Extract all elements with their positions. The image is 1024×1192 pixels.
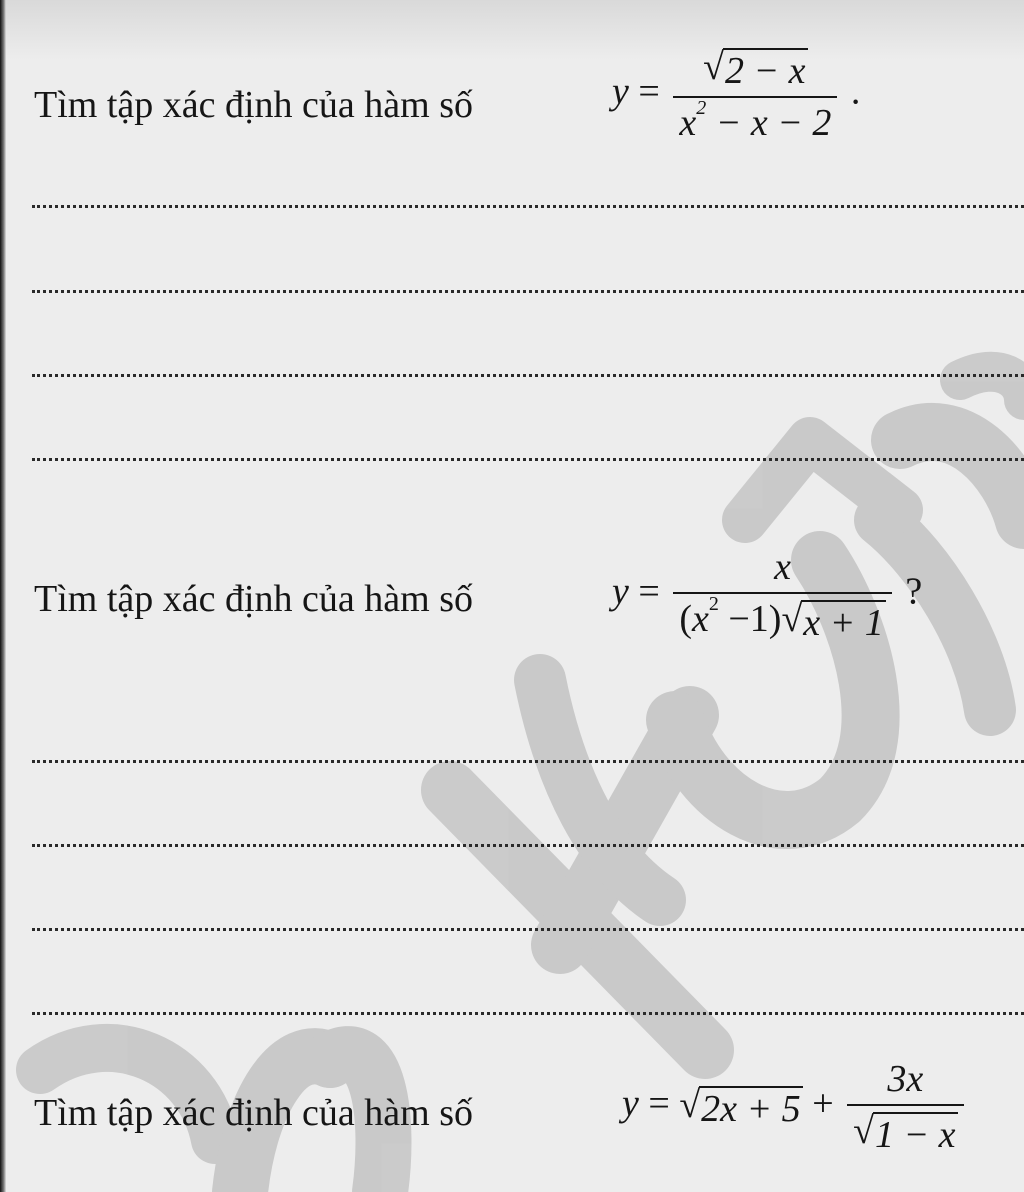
formula-question-mark: ?	[905, 570, 923, 613]
top-shadow	[0, 0, 1024, 60]
radicand: 1 − x	[874, 1114, 956, 1156]
formula-equals: =	[638, 570, 660, 613]
answer-line	[32, 1012, 1024, 1015]
formula-lhs: y	[612, 70, 629, 113]
answer-line	[32, 290, 1024, 293]
answer-line	[32, 458, 1024, 461]
answer-line	[32, 844, 1024, 847]
formula-lhs: y	[612, 570, 629, 613]
problem-2-text: Tìm tập xác định của hàm số	[34, 578, 473, 620]
square-root: √ x + 1	[781, 598, 884, 644]
formula-plus: +	[812, 1082, 834, 1125]
fraction-numerator	[697, 48, 813, 96]
formula-equals: =	[638, 70, 660, 113]
formula-fraction	[847, 1060, 963, 1154]
formula-fraction	[673, 548, 892, 642]
problem-1-text: Tìm tập xác định của hàm số	[34, 84, 473, 126]
fraction-denominator	[847, 1104, 963, 1154]
fraction-denominator: $(x^2 -1)$ √ x + 1	[673, 592, 892, 642]
square-root: √ 2 − x	[703, 46, 806, 92]
radicand: 2 − x	[725, 50, 806, 92]
formula-period: .	[850, 70, 861, 113]
problem-2-formula	[612, 548, 922, 642]
answer-line	[32, 205, 1024, 208]
problem-1-formula	[612, 48, 860, 142]
fraction-numerator: x	[774, 546, 791, 588]
problem-3-formula	[622, 1060, 968, 1154]
formula-fraction	[673, 48, 837, 142]
formula-equals: =	[648, 1082, 670, 1125]
answer-line	[32, 760, 1024, 763]
fraction-numerator: 3x	[887, 1058, 924, 1100]
problem-3-text: Tìm tập xác định của hàm số	[34, 1092, 473, 1134]
answer-line	[32, 928, 1024, 931]
left-page-edge	[0, 0, 6, 1192]
fraction-denominator: $x^2 - x - 2$	[673, 96, 837, 142]
radicand: 2x + 5	[701, 1088, 801, 1130]
square-root: √ 1 − x	[853, 1110, 956, 1156]
formula-lhs: y	[622, 1082, 639, 1125]
radicand: x + 1	[803, 602, 884, 644]
square-root: √ 2x + 5	[679, 1084, 801, 1130]
answer-line	[32, 374, 1024, 377]
